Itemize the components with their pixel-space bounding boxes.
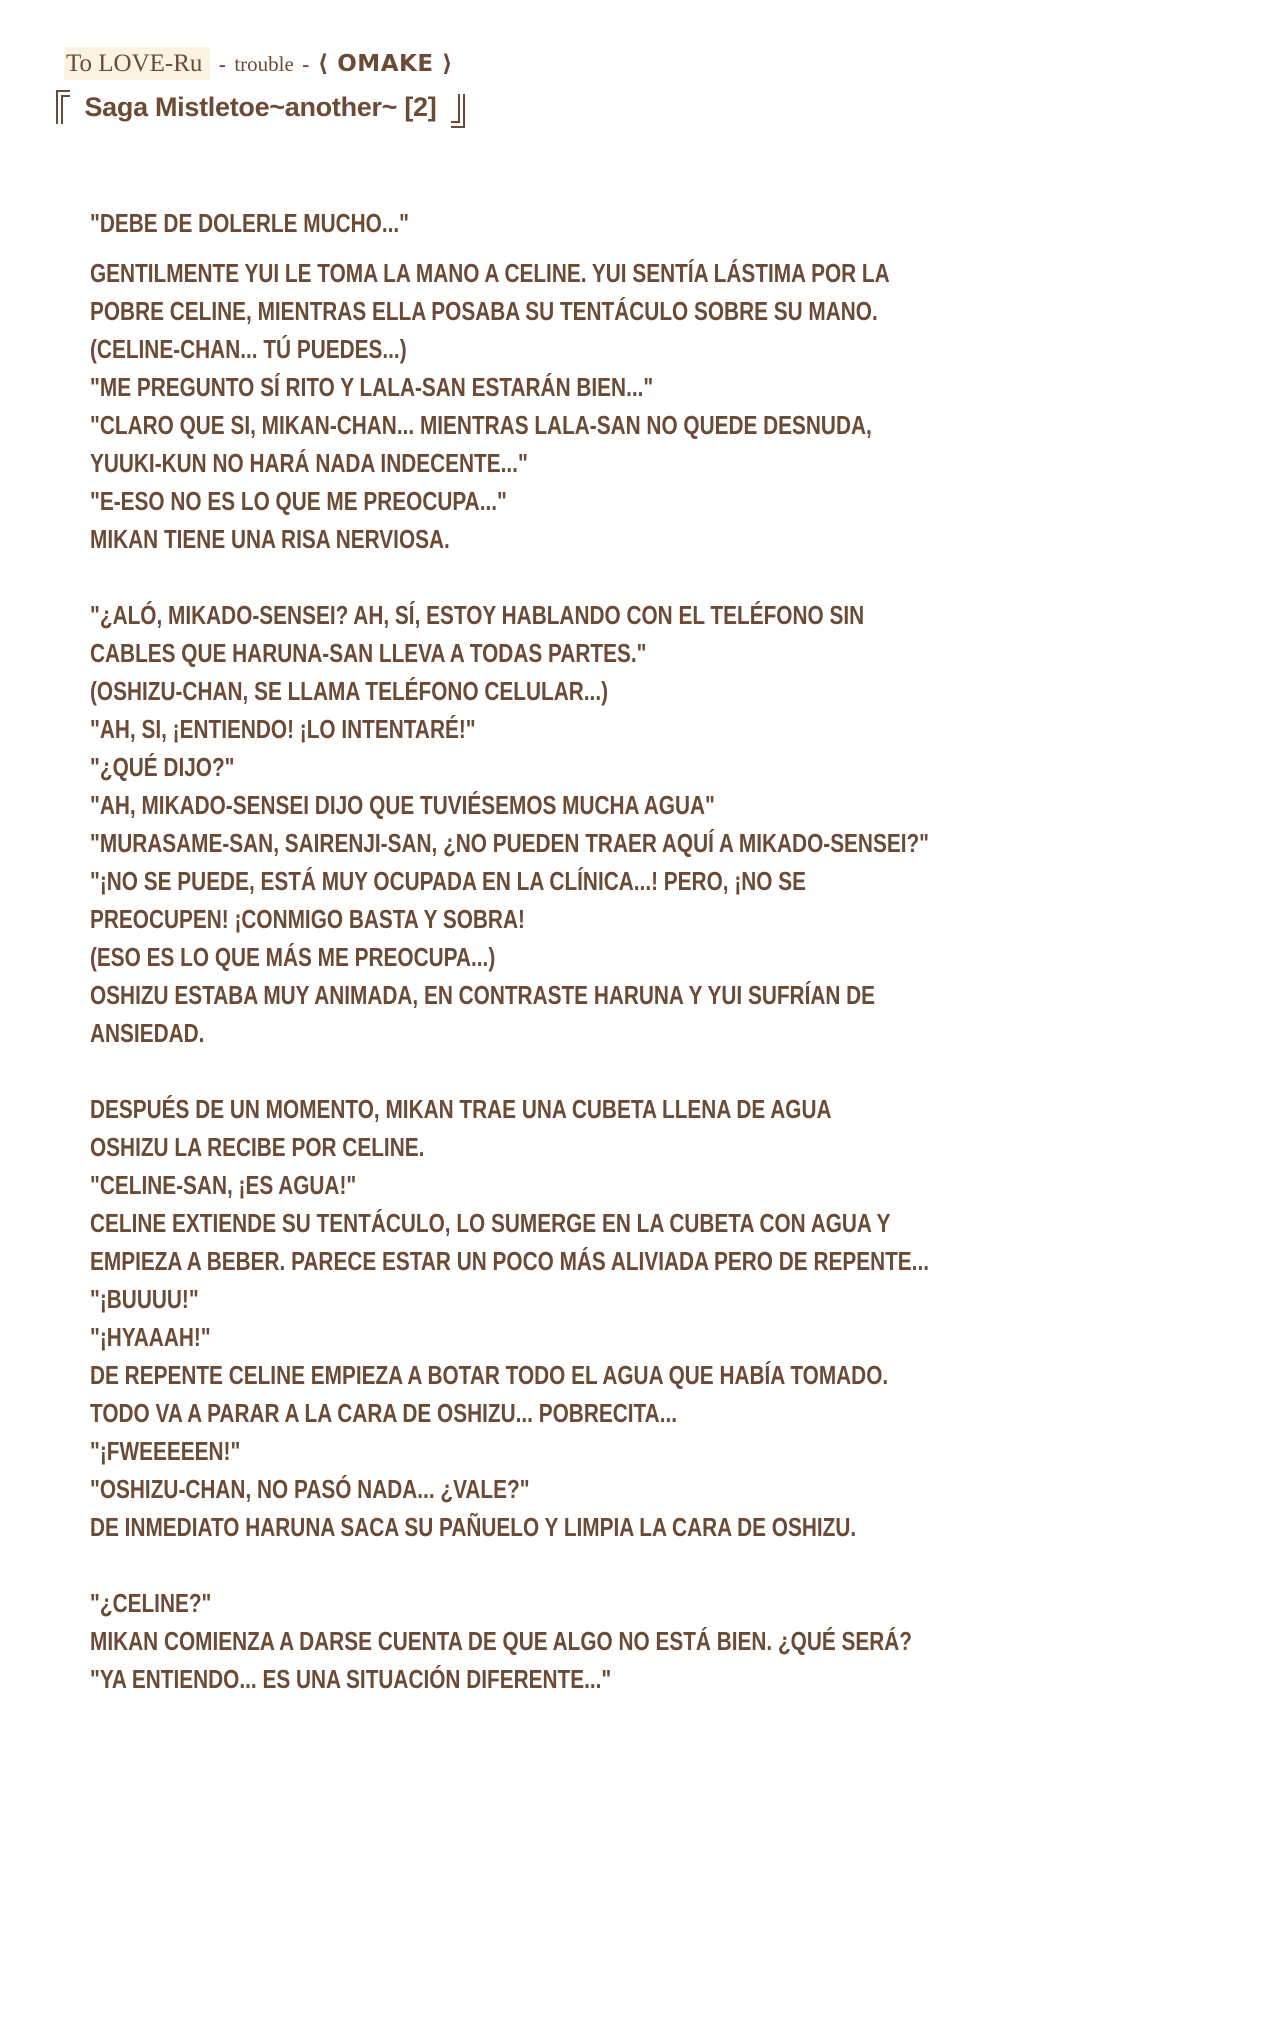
text-line: POBRE CELINE, MIENTRAS ELLA POSABA SU TENTÁCULO SOBRE SU MANO. [90,296,878,326]
text-line: DESPUÉS DE UN MOMENTO, MIKAN TRAE UNA CUBETA LLENA DE AGUA [90,1094,832,1124]
text-line: "ME PREGUNTO SÍ RITO Y LALA-SAN ESTARÁN BIEN..." [90,372,654,402]
separator: - [302,52,310,76]
text-line: "OSHIZU-CHAN, NO PASÓ NADA... ¿VALE?" [90,1474,530,1504]
text-line: (CELINE-CHAN... TÚ PUEDES...) [90,334,407,364]
text-line: "¡HYAAAH!" [90,1322,211,1352]
paragraph [90,596,1146,1052]
text-line: EMPIEZA A BEBER. PARECE ESTAR UN POCO MÁS ALIVIADA PERO DE REPENTE... [90,1246,930,1276]
text-line: "¿QUÉ DIJO?" [90,752,235,782]
text-line: TODO VA A PARAR A LA CARA DE OSHIZU... POBRECITA... [90,1398,678,1428]
paragraph [90,1584,1146,1698]
series-subtitle: trouble [234,52,294,76]
text-line: DE INMEDIATO HARUNA SACA SU PAÑUELO Y LIMPIA LA CARA DE OSHIZU. [90,1512,857,1542]
text-line: OSHIZU ESTABA MUY ANIMADA, EN CONTRASTE HARUNA Y YUI SUFRÍAN DE [90,980,876,1010]
text-line: ANSIEDAD. [90,1018,205,1048]
text-line: "¡FWEEEEEN!" [90,1436,241,1466]
paragraph [90,254,1146,558]
chapter-title [56,90,465,128]
omake-label: ⟨ OMAKE ⟩ [317,51,454,77]
text-line: "¿CELINE?" [90,1588,212,1618]
text-line: "DEBE DE DOLERLE MUCHO..." [90,208,410,238]
text-line: CABLES QUE HARUNA-SAN LLEVA A TODAS PARTES." [90,638,647,668]
text-line: GENTILMENTE YUI LE TOMA LA MANO A CELINE. YUI SENTÍA LÁSTIMA POR LA [90,258,890,288]
text-line: "E-ESO NO ES LO QUE ME PREOCUPA..." [90,486,507,516]
text-line: MIKAN COMIENZA A DARSE CUENTA DE QUE ALGO NO ESTÁ BIEN. ¿QUÉ SERÁ? [90,1626,913,1656]
series-title: To LOVE-Ru [64,47,210,80]
text-line: MIKAN TIENE UNA RISA NERVIOSA. [90,524,450,554]
separator: - [218,52,226,76]
open-double-bracket-icon [56,90,74,128]
text-line: "AH, MIKADO-SENSEI DIJO QUE TUVIÉSEMOS MUCHA AGUA" [90,790,715,820]
paragraph [90,204,1146,242]
text-line: "MURASAME-SAN, SAIRENJI-SAN, ¿NO PUEDEN TRAER AQUÍ A MIKADO-SENSEI?" [90,828,930,858]
text-line: "CELINE-SAN, ¡ES AGUA!" [90,1170,357,1200]
story-text [90,204,1146,1698]
paragraph [90,1090,1146,1546]
text-line: (ESO ES LO QUE MÁS ME PREOCUPA...) [90,942,496,972]
text-line: CELINE EXTIENDE SU TENTÁCULO, LO SUMERGE EN LA CUBETA CON AGUA Y [90,1208,891,1238]
text-line: "¡BUUUU!" [90,1284,199,1314]
text-line: "¿ALÓ, MIKADO-SENSEI? AH, SÍ, ESTOY HABLANDO CON EL TELÉFONO SIN [90,600,865,630]
close-double-bracket-icon [447,90,465,128]
text-line: YUUKI-KUN NO HARÁ NADA INDECENTE..." [90,448,528,478]
text-line: OSHIZU LA RECIBE POR CELINE. [90,1132,425,1162]
text-line: "YA ENTIENDO... ES UNA SITUACIÓN DIFERENTE..." [90,1664,612,1694]
text-line: PREOCUPEN! ¡CONMIGO BASTA Y SOBRA! [90,904,525,934]
chapter-title-text: Saga Mistletoe~another~ [2] [84,92,437,122]
text-line: (OSHIZU-CHAN, SE LLAMA TELÉFONO CELULAR...) [90,676,609,706]
text-line: DE REPENTE CELINE EMPIEZA A BOTAR TODO EL AGUA QUE HABÍA TOMADO. [90,1360,889,1390]
series-header [64,50,453,78]
text-line: "AH, SI, ¡ENTIENDO! ¡LO INTENTARÉ!" [90,714,476,744]
text-line: "¡NO SE PUEDE, ESTÁ MUY OCUPADA EN LA CLÍNICA...! PERO, ¡NO SE [90,866,806,896]
text-line: "CLARO QUE SI, MIKAN-CHAN... MIENTRAS LALA-SAN NO QUEDE DESNUDA, [90,410,872,440]
